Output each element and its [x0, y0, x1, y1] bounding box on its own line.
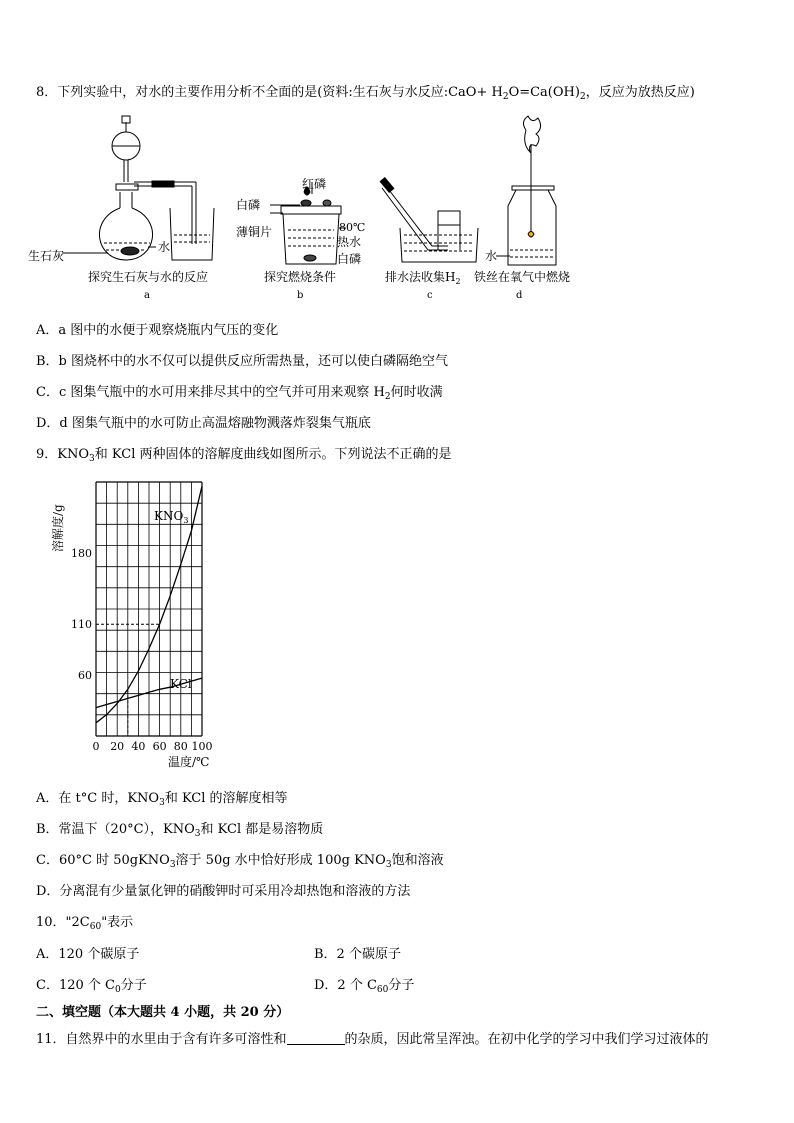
q10-option-c[interactable]: C．120 个 $C_0$分子 [36, 978, 147, 995]
chart-xlabel: 温度/℃ [168, 755, 210, 769]
q9-option-a[interactable]: A．在 t°C 时，$KNO_3$和 KCl 的溶解度相等 [36, 791, 288, 808]
figure-b-red-p-label: 红磷 [302, 177, 327, 191]
q8-figure [0, 110, 794, 310]
figure-d-letter: d [516, 290, 523, 301]
q8-option-d[interactable]: D．d 图集气瓶中的水可防止高温熔融物溅落炸裂集气瓶底 [36, 416, 371, 431]
figure-c-apparatus [380, 178, 478, 262]
figure-b-80-label: 80℃ [339, 221, 366, 234]
solubility-chart [40, 474, 280, 774]
q9-option-d[interactable]: D．分离混有少量氯化钾的硝酸钾时可采用冷却热饱和溶液的方法 [36, 884, 411, 899]
figure-b-apparatus [270, 182, 346, 264]
x-tick-label: 20 [110, 740, 125, 753]
figure-b-hot-water-label: 热水 [337, 235, 362, 249]
figure-b-copper-label: 薄铜片 [236, 225, 273, 239]
q9-option-b[interactable]: B．常温下（20°C），$KNO_3$和 KCl 都是易溶物质 [36, 822, 324, 839]
q10-option-a[interactable]: A．120 个碳原子 [36, 947, 140, 962]
q10-option-b[interactable]: B．2 个碳原子 [314, 947, 401, 962]
section-2-title: 二、填空题（本大题共 4 小题，共 20 分） [36, 1005, 290, 1020]
figure-d-caption: 铁丝在氧气中燃烧 [474, 270, 571, 284]
q10-option-d[interactable]: D．2 个 $C_{60}$分子 [314, 978, 415, 995]
figure-d-apparatus [496, 116, 556, 265]
x-tick-label: 40 [131, 740, 146, 753]
q8-stem: 8．下列实验中，对水的主要作用分析不全面的是(资料:生石灰与水反应:CaO+ $H_2O=Ca(OH)_2$，反应为放热反应) [36, 85, 695, 102]
figure-a-caption: 探究生石灰与水的反应 [88, 270, 209, 284]
figure-a-water-label: 水 [158, 240, 171, 254]
q11-blank[interactable] [287, 1032, 345, 1045]
y-tick-label: 180 [71, 547, 92, 561]
x-tick-label: 60 [152, 740, 167, 753]
q9-option-c[interactable]: C．60°C 时 50gKNO$_3$溶于 50g 水中恰好形成 100g $KNO_3$饱和溶液 [36, 853, 444, 870]
figure-b-white-p-bottom-label: 白磷 [337, 252, 362, 266]
q10-stem: 10．"$2C_{60}$"表示 [36, 915, 134, 932]
figure-d-water-label: 水 [485, 249, 498, 263]
x-tick-label: 80 [173, 740, 188, 753]
figure-a-lime-label: 生石灰 [28, 249, 65, 263]
q8-option-a[interactable]: A．a 图中的水便于观察烧瓶内气压的变化 [36, 323, 279, 338]
figure-c-letter: c [427, 290, 433, 301]
figure-a-letter: a [144, 290, 150, 301]
figure-b-white-p-top-label: 白磷 [236, 198, 261, 212]
series-label-kno3: $KNO_3$ [154, 509, 189, 525]
q9-stem: 9．$KNO_3$和 KCl 两种固体的溶解度曲线如图所示。下列说法不正确的是 [36, 447, 452, 464]
figure-b-caption: 探究燃烧条件 [264, 270, 337, 284]
figure-b-letter: b [297, 290, 304, 301]
q11-stem: 11．自然界中的水里由于含有许多可溶性和 的杂质，因此常呈浑浊。在初中化学的学习中我们学习过液体的 [36, 1032, 709, 1047]
x-tick-label: 0 [92, 740, 100, 753]
q8-option-b[interactable]: B．b 图烧杯中的水不仅可以提供反应所需热量，还可以使白磷隔绝空气 [36, 354, 449, 369]
chart-ylabel: 溶解度/g [51, 504, 65, 552]
x-tick-label: 100 [191, 740, 213, 753]
q8-option-c[interactable]: C．c 图集气瓶中的水可用来排尽其中的空气并可用来观察 $H_2$何时收满 [36, 385, 443, 402]
y-tick-label: 60 [78, 669, 92, 683]
figure-a-apparatus [62, 116, 214, 260]
series-label-kcl: KCl [170, 677, 192, 691]
figure-c-caption: 排水法收集$H_2$ [385, 270, 461, 286]
y-tick-label: 110 [71, 618, 92, 632]
